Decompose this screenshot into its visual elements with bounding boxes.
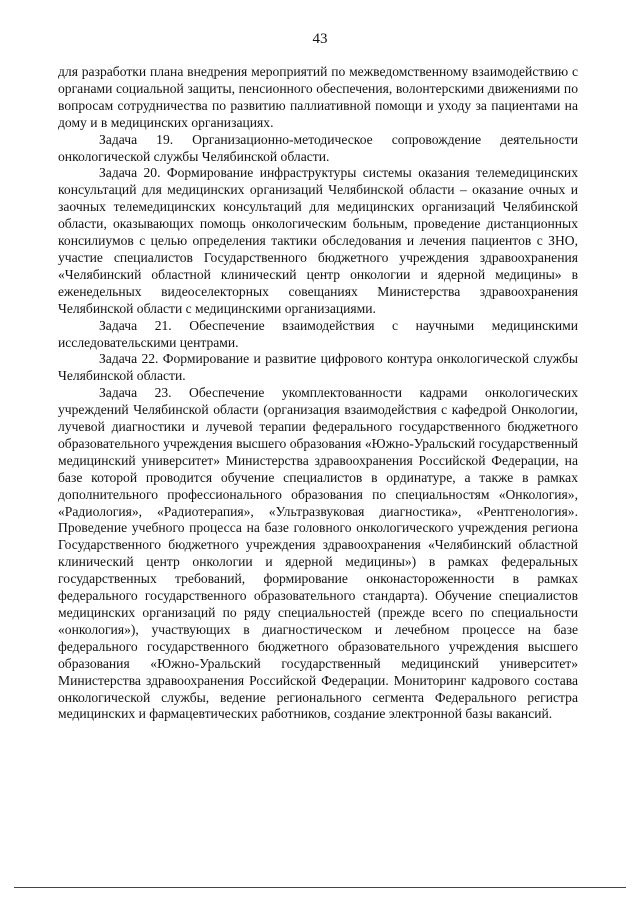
paragraph-intro-continuation: для разработки плана внедрения мероприятий по межведомственному взаимодействию с органами социальной защиты, пенсионного обеспечения, волонтерскими движениями по вопросам сотрудничества по развитию паллиативной помощи и уходу за пациентами на дому и в медицинских организациях.: [58, 64, 578, 130]
page-body: [58, 64, 578, 723]
page-number: 43: [312, 31, 328, 47]
paragraph-task-22: Задача 22. Формирование и развитие цифрового контура онкологической службы Челябинской области.: [58, 351, 578, 384]
paragraph-task-20: Задача 20. Формирование инфраструктуры системы оказания телемедицинских консультаций для медицинских организаций Челябинской области – оказание очных и заочных телемедицинских консультаций для медицинских организаций Челябинской области, оказывающих помощь онкологическим больным, проведение дистанционных консилиумов с целью определения тактики обследования и лечения пациентов с ЗНО, участие специалистов Государственного бюджетного учреждения здравоохранения «Челябинский областной клинический центр онкологии и ядерной медицины» в еженедельных видеоселекторных совещаниях Министерства здравоохранения Челябинской области с медицинскими организациями.: [58, 165, 578, 316]
paragraph-task-19: Задача 19. Организационно-методическое сопровождение деятельности онкологической службы Челябинской области.: [58, 131, 578, 164]
paragraph-task-23: Задача 23. Обеспечение укомплектованности кадрами онкологических учреждений Челябинской области (организация взаимодействия с кафедрой Онкологии, лучевой диагностики и лучевой терапии федерального государственного бюджетного образовательного учреждения высшего образования «Южно-Уральский государственный медицинский университет» Министерства здравоохранения Российской Федерации, на базе которой проводится обучение специалистов в ординатуре, а также в рамках дополнительного профессионального образования по специальностям «Онкология», «Радиология», «Радиотерапия», «Ультразвуковая диагностика», «Рентгенология». Проведение учебного процесса на базе головного онкологического учреждения региона Государственного бюджетного учреждения здравоохранения «Челябинский областной клинический центр онкологии и ядерной медицины») в рамках федеральных государственных требований, формирование онконастороженности в рамках федерального государственного образовательного стандарта). Обучение специалистов медицинских организаций по ряду специальностей (прежде всего по специальности «онкология»), участвующих в диагностическом и лечебном процессе на базе федерального государственного бюджетного образовательного учреждения высшего образования «Южно-Уральский государственный медицинский университет» Министерства здравоохранения Российской Федерации. Мониторинг кадрового состава онкологической службы, ведение регионального сегмента Федерального регистра медицинских и фармацевтических работников, создание электронной базы вакансий.: [58, 385, 578, 722]
footer-divider: [14, 887, 626, 888]
paragraph-task-21: Задача 21. Обеспечение взаимодействия с научными медицинскими исследовательскими центрами.: [58, 317, 578, 350]
